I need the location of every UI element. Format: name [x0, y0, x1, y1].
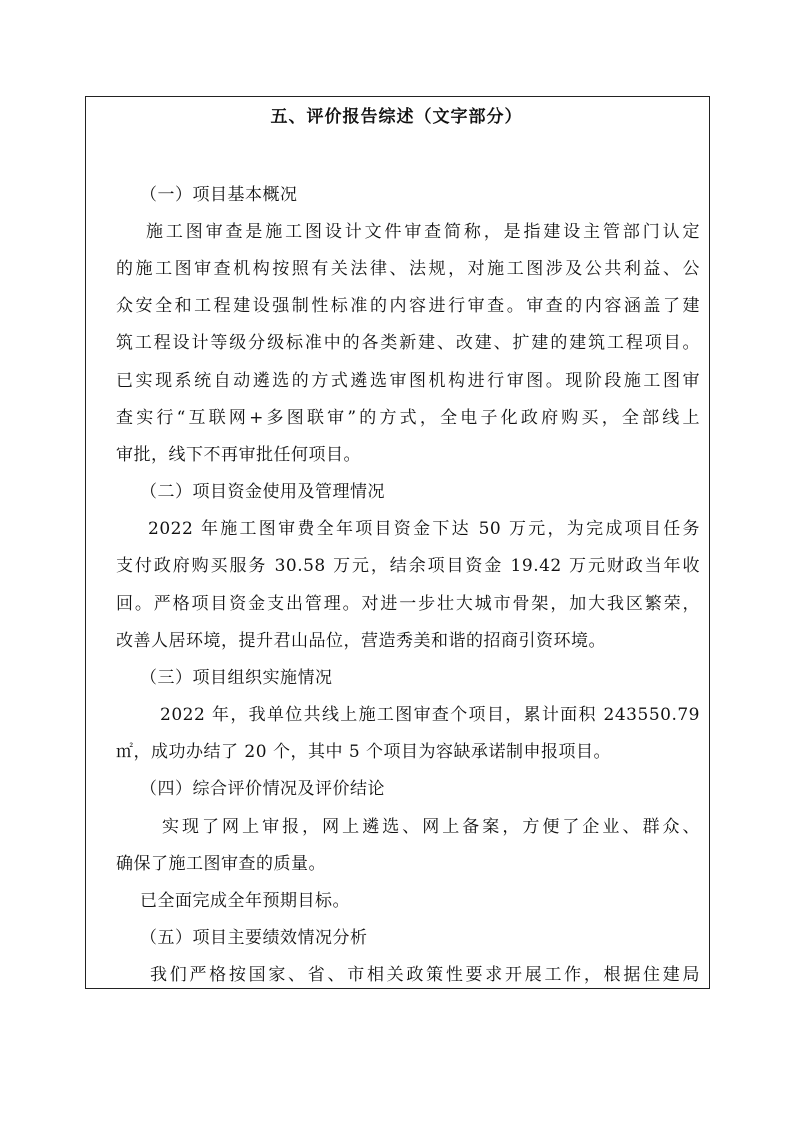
- section-heading-4: （四）综合评价情况及评价结论: [140, 779, 385, 799]
- paragraph-line: 回。严格项目资金支出管理。对进一步壮大城市骨架，加大我区繁荣，: [116, 594, 700, 614]
- paragraph-line: 实现了网上审报，网上遴选、网上备案，方便了企业、群众、: [162, 817, 700, 837]
- paragraph-line: 筑工程设计等级分级标准中的各类新建、改建、扩建的建筑工程项目。: [116, 333, 700, 353]
- paragraph-line: 2022 年，我单位共线上施工图审查个项目，累计面积 243550.79: [160, 705, 700, 725]
- paragraph-line: 审批，线下不再审批任何项目。: [116, 445, 361, 465]
- paragraph-line: 查实行“互联网+多图联审”的方式，全电子化政府购买，全部线上: [116, 408, 700, 428]
- report-title: 五、评价报告综述（文字部分）: [270, 107, 523, 127]
- paragraph-line: 2022 年施工图审费全年项目资金下达 50 万元，为完成项目任务: [148, 519, 700, 539]
- paragraph-line: 的施工图审查机构按照有关法律、法规，对施工图涉及公共利益、公: [116, 259, 700, 279]
- paragraph-line: 已全面完成全年预期目标。: [140, 891, 350, 911]
- paragraph-line: 确保了施工图审查的质量。: [116, 854, 326, 874]
- paragraph-line: ㎡，成功办结了 20 个，其中 5 个项目为容缺承诺制申报项目。: [116, 742, 612, 762]
- paragraph-line: 支付政府购买服务 30.58 万元，结余项目资金 19.42 万元财政当年收: [116, 556, 700, 576]
- paragraph-line: 改善人居环境，提升君山品位，营造秀美和谐的招商引资环境。: [116, 631, 606, 651]
- section-heading-1: （一）项目基本概况: [140, 185, 298, 205]
- section-heading-3: （三）项目组织实施情况: [140, 668, 333, 688]
- paragraph-line: 已实现系统自动遴选的方式遴选审图机构进行审图。现阶段施工图审: [116, 371, 700, 391]
- paragraph-line: 众安全和工程建设强制性标准的内容进行审查。审查的内容涵盖了建: [116, 296, 700, 316]
- section-heading-5: （五）项目主要绩效情况分析: [140, 928, 368, 948]
- paragraph-line: 我们严格按国家、省、市相关政策性要求开展工作，根据住建局: [150, 965, 700, 985]
- section-heading-2: （二）项目资金使用及管理情况: [140, 482, 385, 502]
- paragraph-line: 施工图审查是施工图设计文件审查简称，是指建设主管部门认定: [146, 222, 700, 242]
